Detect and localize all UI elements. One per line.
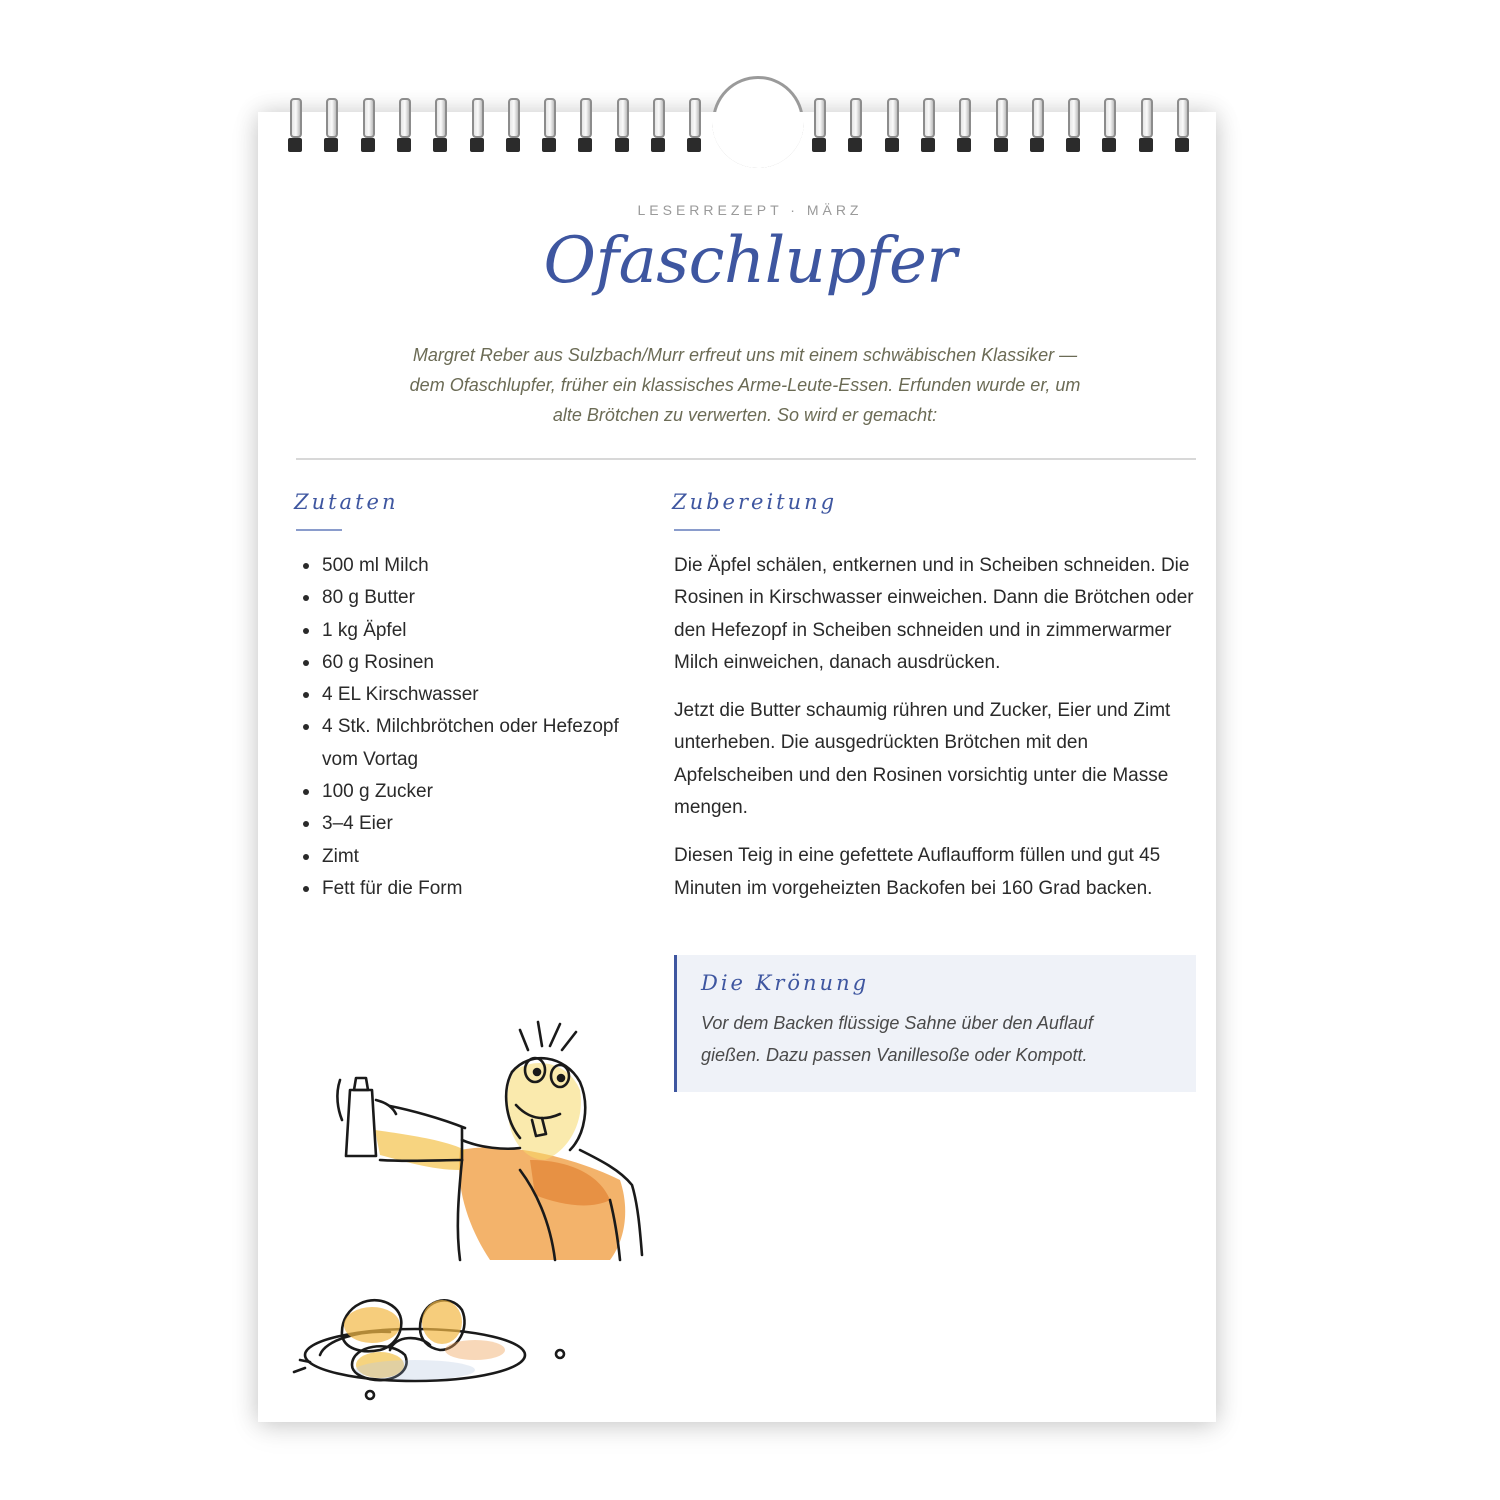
- binding-loop: [506, 98, 520, 154]
- binding-loop: [994, 98, 1008, 154]
- ingredients-heading-underline: [296, 529, 342, 531]
- ingredient-item: 4 Stk. Milchbrötchen oder Hefezopf vom Vortag: [322, 711, 642, 776]
- binding-loop: [1102, 98, 1116, 154]
- preparation-text: [674, 550, 1198, 921]
- binding-loop: [687, 98, 701, 154]
- preparation-paragraph: Die Äpfel schälen, entkernen und in Scheiben schneiden. Die Rosinen in Kirschwasser einweichen. Dann die Brötchen oder den Hefezopf in Scheiben schneiden und in zimmerwarmer Milch einweichen, danach ausdrücken.: [674, 555, 1194, 673]
- tip-box: [674, 955, 1196, 1092]
- preparation-heading: Zubereitung: [672, 490, 838, 514]
- binding-loop: [361, 98, 375, 154]
- page-kicker: LESERREZEPT · MÄRZ: [637, 202, 863, 218]
- binding-loop: [1066, 98, 1080, 154]
- divider: [296, 458, 1196, 460]
- binding-loop: [324, 98, 338, 154]
- binding-loop: [885, 98, 899, 154]
- ingredient-item: 100 g Zucker: [322, 776, 642, 808]
- preparation-paragraph: Jetzt die Butter schaumig rühren und Zucker, Eier und Zimt unterheben. Die ausgedrückten Brötchen mit den Apfelscheiben und den Rosinen vorsichtig unter die Masse mengen.: [674, 700, 1171, 819]
- binding-loop: [1030, 98, 1044, 154]
- intro-text: Margret Reber aus Sulzbach/Murr erfreut uns mit einem schwäbischen Klassiker — dem Ofaschlupfer, früher ein klassisches Arme-Leute-Essen. Erfunden wurde er, um alte Brötchen zu verwerten. So wird er gemacht:: [409, 345, 1081, 425]
- ingredient-item: Fett für die Form: [322, 873, 642, 905]
- binding-loop: [812, 98, 826, 154]
- binding-loop: [578, 98, 592, 154]
- binding-loop: [470, 98, 484, 154]
- ingredients-heading: Zutaten: [294, 490, 399, 514]
- binding-loop: [397, 98, 411, 154]
- binding-loop: [921, 98, 935, 154]
- page-title: Ofaschlupfer: [543, 224, 957, 298]
- binding-loop: [957, 98, 971, 154]
- binding-loop: [848, 98, 862, 154]
- ingredient-item: 80 g Butter: [322, 582, 642, 614]
- binding-loop: [1139, 98, 1153, 154]
- binding-loop: [288, 98, 302, 154]
- tip-heading: Die Krönung: [701, 971, 870, 995]
- ingredient-item: 500 ml Milch: [322, 550, 642, 582]
- ingredient-item: 1 kg Äpfel: [322, 615, 642, 647]
- ingredients-list: [300, 550, 642, 905]
- ingredient-item: 4 EL Kirschwasser: [322, 679, 642, 711]
- tip-text: Vor dem Backen flüssige Sahne über den Auflauf gießen. Dazu passen Vanillesoße oder Kompott.: [701, 1013, 1093, 1065]
- preparation-heading-underline: [674, 529, 720, 531]
- ingredient-item: 60 g Rosinen: [322, 647, 642, 679]
- binding-loop: [542, 98, 556, 154]
- cook-with-bottle-illustration: [280, 1010, 660, 1410]
- binding-loop: [615, 98, 629, 154]
- binding-loop: [1175, 98, 1189, 154]
- binding-loop: [433, 98, 447, 154]
- ingredient-item: Zimt: [322, 841, 642, 873]
- binding-loop: [651, 98, 665, 154]
- preparation-paragraph: Diesen Teig in eine gefettete Auflaufform füllen und gut 45 Minuten im vorgeheizten Backofen bei 160 Grad backen.: [674, 845, 1161, 899]
- ingredient-item: 3–4 Eier: [322, 808, 642, 840]
